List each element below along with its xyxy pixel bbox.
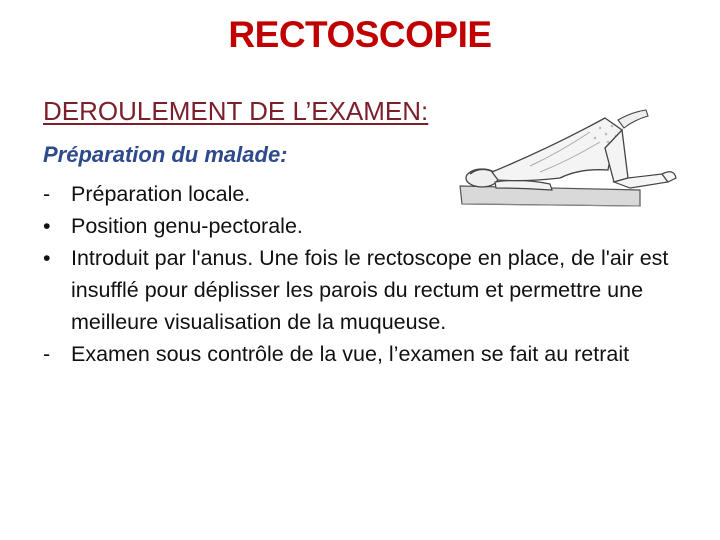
slide-title: RECTOSCOPIE [228, 14, 492, 55]
dash-marker: - [43, 182, 51, 206]
dash-marker: - [43, 342, 51, 366]
list-item-text: Préparation locale. [71, 182, 251, 206]
patient-knee-chest-position-image [440, 108, 680, 213]
list-item [43, 242, 693, 338]
list-item [43, 210, 693, 242]
list-item [43, 338, 693, 370]
list-item-text: Examen sous contrôle de la vue, l’examen se fait au retrait [71, 342, 630, 366]
list-item-text: Introduit par l'anus. Une fois le rectoscope en place, de l'air est insufflé pour déplisser les parois du rectum et permettre une meilleure visualisation de la muqueuse. [71, 246, 669, 334]
patient-arm [495, 180, 552, 190]
section-heading: DEROULEMENT DE L’EXAMEN: [43, 96, 429, 126]
bullet-marker: • [43, 214, 51, 238]
examiner-hand [618, 110, 648, 128]
patient-preparation-subtitle: Préparation du malade: [43, 142, 288, 167]
bullet-marker: • [43, 246, 51, 270]
patient-torso [492, 118, 622, 181]
list-item-text: Position genu-pectorale. [71, 214, 303, 238]
